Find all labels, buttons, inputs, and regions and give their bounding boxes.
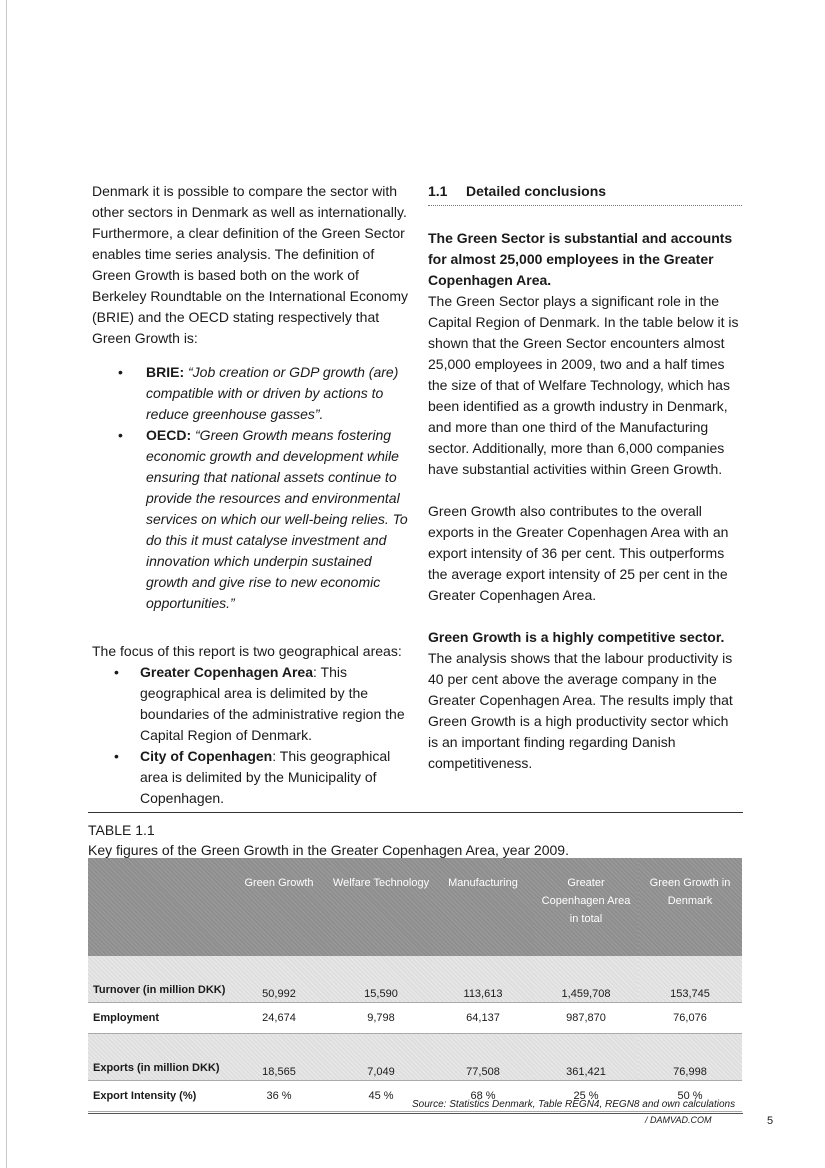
left-column (92, 181, 410, 809)
page-number: 5 (767, 1115, 774, 1127)
table-cell: 7,049 (330, 1034, 432, 1081)
column-header: Manufacturing (432, 858, 534, 956)
table-cell: 24,674 (228, 1003, 330, 1034)
table-cell: 45 % (330, 1081, 432, 1112)
row-label: Exports (in million DKK) (88, 1034, 228, 1081)
paragraph-green-sector: The Green Sector plays a significant role in the Capital Region of Denmark. In the table below it is shown that the Green Sector encounters almost 25,000 employees in 2009, two and a half times the size of that of Welfare Technology, which has been identified as a growth industry in Denmark, and more than one third of the Manufacturing sector. Additionally, more than 6,000 companies have substantial activities within Green Growth. (428, 293, 739, 477)
table-row (88, 956, 742, 1003)
table-cell: 76,076 (638, 1003, 742, 1034)
table-cell: 1,459,708 (534, 956, 638, 1003)
intro-paragraph: Denmark it is possible to compare the sector with other sectors in Denmark as well as internationally. Furthermore, a clear definition of the Green Sector enables time series analysis. The definition of Green Growth is based both on the work of Berkeley Roundtable on the International Economy (BRIE) and the OECD stating respectively that Green Growth is: (92, 183, 408, 346)
area-term: City of Copenhagen (140, 748, 273, 764)
row-label: Turnover (in million DKK) (88, 956, 228, 1003)
table-source: Source: Statistics Denmark, Table REGN4, REGN8 and own calculations (412, 1099, 736, 1110)
focus-intro: The focus of this report is two geographical areas: (92, 643, 402, 659)
table-cell: 36 % (228, 1081, 330, 1112)
definition-oecd (146, 425, 410, 614)
page-edge (6, 0, 7, 1168)
area-list (92, 662, 410, 809)
subheading-substantial: The Green Sector is substantial and accounts for almost 25,000 employees in the Greater Copenhagen Area. (428, 230, 733, 288)
column-header-blank (88, 858, 228, 956)
definition-list (92, 362, 410, 614)
table-title (88, 820, 748, 861)
column-header: Green Growth (228, 858, 330, 956)
footer-brand: / DAMVAD.COM (645, 1115, 712, 1125)
table-label: TABLE 1.1 (88, 822, 155, 838)
footer-rule (88, 1113, 743, 1114)
table-top-rule (88, 812, 743, 813)
area-text: : This geographical area is delimited by the boundaries of the administrative region the Capital Region of Denmark. (140, 664, 405, 743)
section-heading (428, 181, 742, 206)
table-cell: 361,421 (534, 1034, 638, 1081)
area-text: : This geographical area is delimited by the Municipality of Copenhagen. (140, 748, 391, 806)
column-header: Green Growth in Denmark (638, 858, 742, 956)
section-title: Detailed conclusions (466, 183, 607, 199)
table-cell: 68 % (432, 1081, 534, 1112)
table-cell: 15,590 (330, 956, 432, 1003)
subheading-competitive: Green Growth is a highly competitive sector. (428, 629, 725, 645)
table-row (88, 1034, 742, 1081)
right-column (428, 181, 742, 774)
table-cell: 50,992 (228, 956, 330, 1003)
area-term: Greater Copenhagen Area (140, 664, 313, 680)
table-cell: 9,798 (330, 1003, 432, 1034)
definition-term: OECD: (146, 427, 192, 443)
area-greater-copenhagen (140, 662, 410, 746)
table-cell: 76,998 (638, 1034, 742, 1081)
column-header: Greater Copenhagen Area in total (534, 858, 638, 956)
table-caption: Key figures of the Green Growth in the Greater Copenhagen Area, year 2009. (88, 840, 569, 861)
area-city-of-copenhagen (140, 746, 410, 809)
table-header-row (88, 858, 742, 956)
table-cell: 64,137 (432, 1003, 534, 1034)
section-number: 1.1 (428, 183, 448, 199)
table-cell: 153,745 (638, 956, 742, 1003)
definition-brie (146, 362, 410, 425)
row-label: Export Intensity (%) (88, 1081, 228, 1112)
row-label: Employment (88, 1003, 228, 1034)
key-figures-table (88, 858, 742, 1112)
table-cell: 50 % (638, 1081, 742, 1112)
table-cell: 113,613 (432, 956, 534, 1003)
column-header: Welfare Technology (330, 858, 432, 956)
definition-text: “Green Growth means fostering economic growth and development while ensuring that national assets continue to provide the resources and environmental services on which our well-being relies. To do this it must catalyse investment and innovation which underpin sustained growth and give rise to new economic opportunities.” (146, 427, 408, 611)
paragraph-exports: Green Growth also contributes to the overall exports in the Greater Copenhagen Area with an export intensity of 36 per cent. This outperforms the average export intensity of 25 per cent in the Greater Copenhagen Area. (428, 503, 729, 603)
table-cell: 77,508 (432, 1034, 534, 1081)
definition-text: “Job creation or GDP growth (are) compatible with or driven by actions to reduce greenhouse gasses”. (146, 364, 399, 422)
table-cell: 987,870 (534, 1003, 638, 1034)
definition-term: BRIE: (146, 364, 185, 380)
table-row (88, 1003, 742, 1034)
table-cell: 18,565 (228, 1034, 330, 1081)
table-cell: 25 % (534, 1081, 638, 1112)
paragraph-productivity: The analysis shows that the labour productivity is 40 per cent above the average company in the Greater Copenhagen Area. The results imply that Green Growth is a high productivity sector which is an important finding regarding Danish competitiveness. (428, 650, 733, 771)
